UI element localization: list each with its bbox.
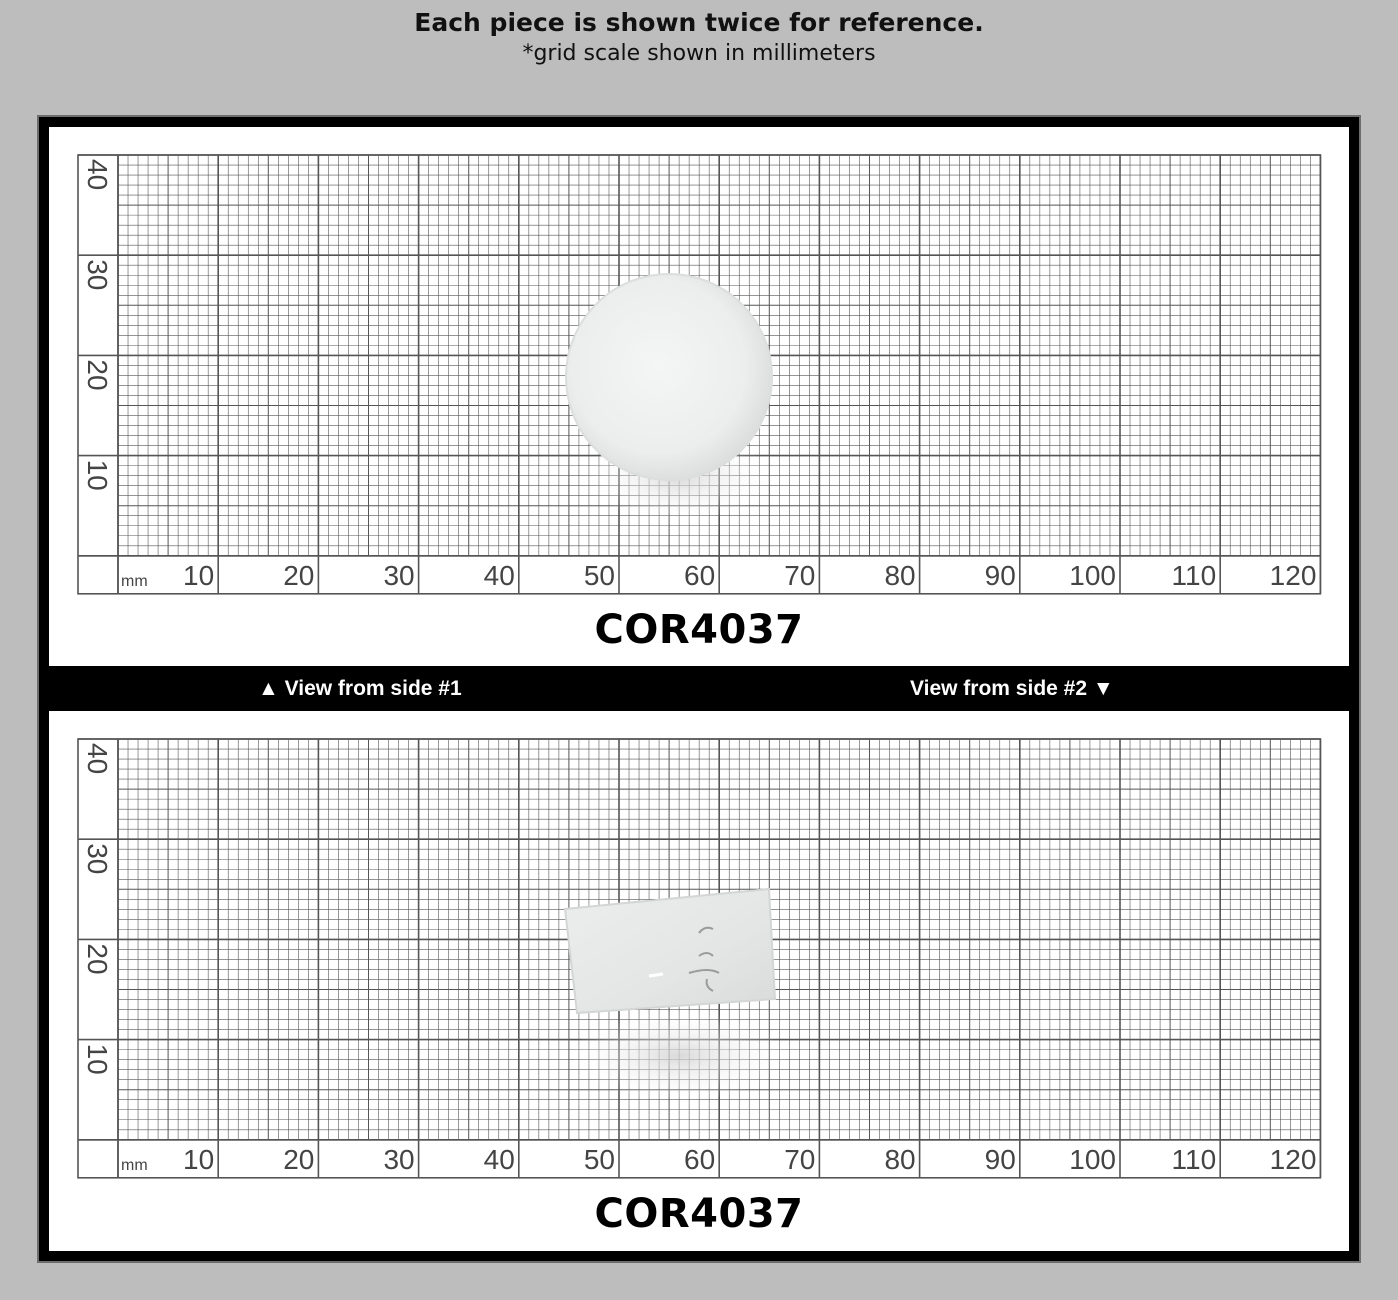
specimen-round	[549, 267, 789, 527]
y-tick-label: 40	[82, 743, 113, 775]
page-title: Each piece is shown twice for reference.	[414, 8, 984, 37]
x-tick-label: 30	[383, 559, 415, 591]
view-side-2-label: View from side #2 ▼	[910, 677, 1114, 700]
y-tick-label: 10	[82, 1043, 113, 1075]
x-tick-label: 10	[183, 559, 215, 591]
x-tick-label: 20	[283, 559, 315, 591]
page-header	[0, 6, 1398, 68]
y-tick-label: 40	[82, 159, 113, 191]
panel-side-1	[49, 127, 1349, 666]
y-tick-label: 20	[82, 359, 113, 391]
x-tick-label: 40	[483, 559, 515, 591]
x-tick-label: 100	[1069, 1143, 1116, 1175]
x-tick-label: 50	[583, 559, 615, 591]
y-tick-label: 20	[82, 943, 113, 975]
specimen-rectangular	[549, 881, 809, 1111]
x-tick-label: 60	[684, 559, 716, 591]
grid-unit-label: mm	[121, 1156, 148, 1174]
x-tick-label: 110	[1171, 559, 1217, 591]
x-tick-label: 110	[1171, 1143, 1217, 1175]
x-tick-label: 60	[684, 1143, 716, 1175]
x-tick-label: 70	[784, 559, 816, 591]
grid-unit-label: mm	[121, 572, 148, 590]
x-tick-label: 80	[884, 559, 916, 591]
x-tick-label: 100	[1069, 559, 1116, 591]
x-tick-label: 30	[383, 1143, 415, 1175]
page-subtitle: *grid scale shown in millimeters	[522, 41, 876, 66]
x-tick-label: 20	[283, 1143, 315, 1175]
x-tick-label: 40	[483, 1143, 515, 1175]
x-tick-label: 10	[183, 1143, 215, 1175]
y-tick-label: 30	[82, 259, 113, 291]
piece-id-label: COR4037	[594, 607, 804, 653]
x-tick-label: 80	[884, 1143, 916, 1175]
y-tick-label: 30	[82, 843, 113, 875]
x-tick-label: 90	[984, 559, 1016, 591]
view-side-1-label: ▲ View from side #1	[258, 677, 462, 700]
x-tick-label: 70	[784, 1143, 816, 1175]
piece-id-label: COR4037	[594, 1191, 804, 1237]
x-tick-label: 120	[1269, 559, 1317, 591]
y-tick-label: 10	[82, 459, 113, 491]
x-tick-label: 90	[984, 1143, 1016, 1175]
x-tick-label: 50	[583, 1143, 615, 1175]
x-tick-label: 120	[1269, 1143, 1317, 1175]
panel-side-2	[49, 711, 1349, 1251]
